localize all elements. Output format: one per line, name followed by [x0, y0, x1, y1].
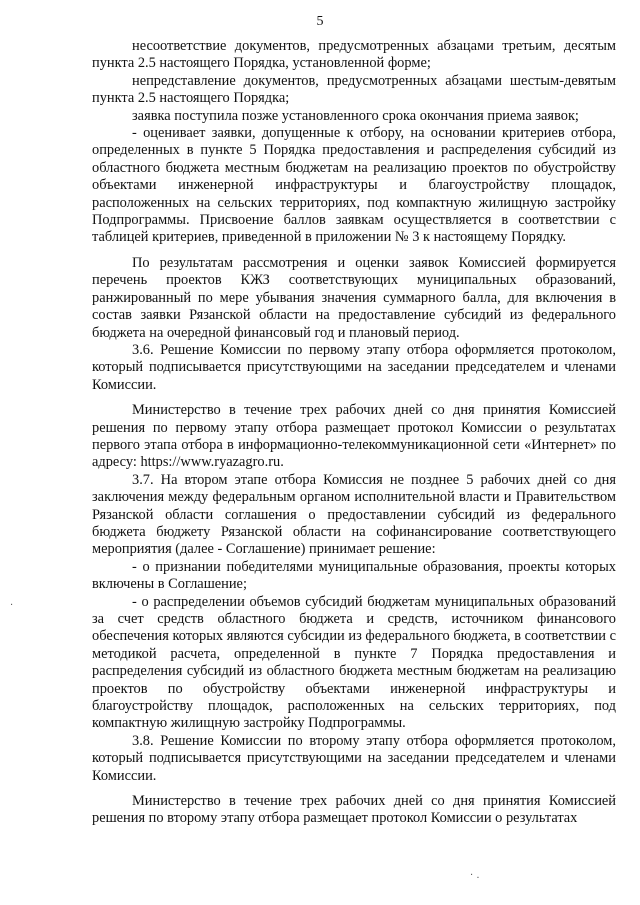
paragraph-5: По результатам рассмотрения и оценки заявок Комиссией формируется перечень проектов КЖЗ соответствующих муниципальных образований, ранжированный по мере убывания значения суммарного балла, для включения в состав заявки Рязанской области на предоставление субсидий из федерального бюджета на очередной финансовый год и плановый период. — [92, 254, 616, 341]
paragraph-9: - о признании победителями муниципальные образования, проекты которых включены в Соглашение; — [92, 558, 616, 593]
paragraph-1: несоответствие документов, предусмотренных абзацами третьим, десятым пункта 2.5 настоящего Порядка, установленной форме; — [92, 38, 616, 72]
paragraph-12: Министерство в течение трех рабочих дней со дня принятия Комиссией решения по второму этапу отбора размещает протокол Комиссии о результатах — [92, 793, 616, 827]
paragraph-8: 3.7. На втором этапе отбора Комиссия не позднее 5 рабочих дней со дня заключения между федеральным органом исполнительной власти и Правительством Рязанской области соглашения о предоставлении субсидий из федерального бюджета бюджету Рязанской области на софинансирование соответствующего мероприятия (далее - Соглашение) принимает решение: — [92, 471, 616, 558]
document-body — [92, 38, 616, 828]
paragraph-10: - о распределении объемов субсидий бюджетам муниципальных образований за счет средств областного бюджета и средств, источником финансового обеспечения которых являются субсидии из федерального бюджета, в соответствии с методикой расчета, определенной в пункте 7 Порядка предоставления и распределения субсидий из областного бюджета местным бюджетам на реализацию проектов по обустройству объектами инженерной инфраструктуры и благоустройству площадок, расположенных на сельских территориях, под компактную жилищную застройку Подпрограммы. — [92, 593, 616, 732]
scan-speck: · — [10, 600, 14, 611]
paragraph-7: Министерство в течение трех рабочих дней со дня принятия Комиссией решения по первому этапу отбора размещает протокол Комиссии о результатах первого этапа отбора в информационно-телекоммуникационной сети «Интернет» по адресу: https://www.ryazagro.ru. — [92, 402, 616, 471]
paragraph-6: 3.6. Решение Комиссии по первому этапу отбора оформляется протоколом, который подписывается присутствующими на заседании председателем и членами Комиссии. — [92, 341, 616, 393]
paragraph-4: - оценивает заявки, допущенные к отбору, на основании критериев отбора, определенных в пункте 5 Порядка предоставления и распределения субсидий из областного бюджета местным бюджетам на реализацию проектов по обустройству объектами инженерной инфраструктуры и благоустройству площадок, расположенных на сельских территориях, под компактную жилищную застройку Подпрограммы. Присвоение баллов заявкам осуществляется в соответствии с таблицей критериев, приведенной в приложении № 3 к настоящему Порядку. — [92, 125, 616, 246]
scan-speck: · . — [470, 870, 480, 881]
paragraph-11: 3.8. Решение Комиссии по второму этапу отбора оформляется протоколом, который подписывается присутствующими на заседании председателем и членами Комиссии. — [92, 732, 616, 784]
page-number: 5 — [316, 14, 324, 29]
paragraph-3: заявка поступила позже установленного срока окончания приема заявок; — [132, 107, 579, 124]
paragraph-2: непредставление документов, предусмотренных абзацами шестым-девятым пункта 2.5 настоящего Порядка; — [92, 72, 616, 107]
